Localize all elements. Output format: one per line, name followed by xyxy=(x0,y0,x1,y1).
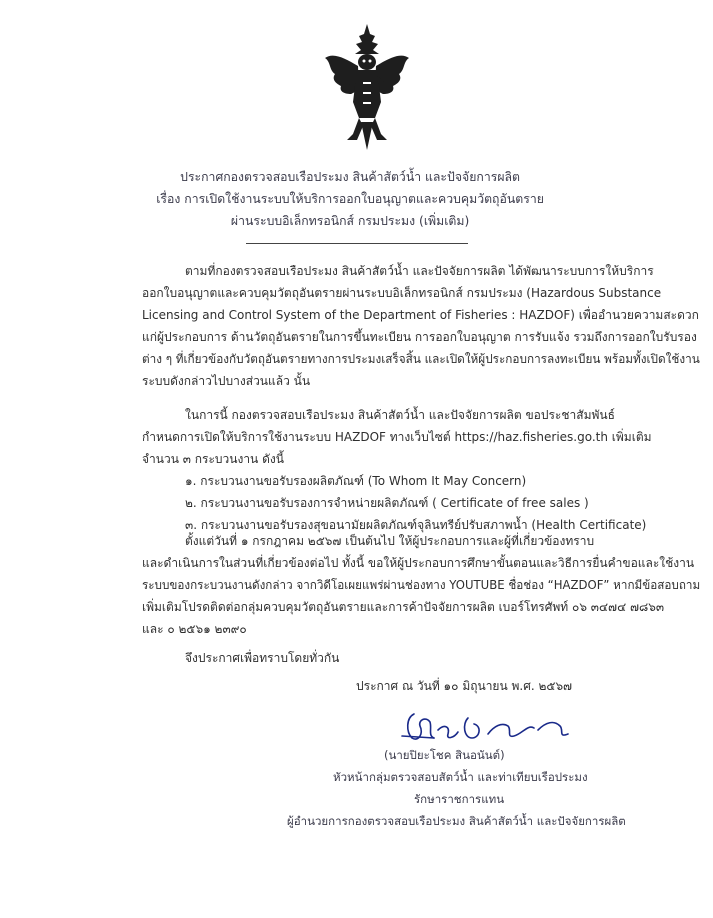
acting-note: รักษาราชการแทน xyxy=(414,792,505,806)
para1-line: ต่าง ๆ ที่เกี่ยวข้องกับวัตถุอันตรายทางการประมงเสร็จสิ้น และเปิดให้ผู้ประกอบการลงทะเบียน พร้อมทั้งเปิดใช้งาน xyxy=(142,352,700,366)
list-item: ๓. กระบวนงานขอรับรองสุขอนามัยผลิตภัณฑ์จุลินทรีย์ปรับสภาพน้ำ (Health Certificate) xyxy=(185,518,647,532)
para3-line: และ ๐ ๒๕๖๑ ๒๓๙๐ xyxy=(142,622,247,636)
para1-line: ออกใบอนุญาตและควบคุมวัตถุอันตรายผ่านระบบอิเล็กทรอนิกส์ กรมประมง (Hazardous Substance xyxy=(142,286,662,300)
title-divider xyxy=(246,243,468,244)
subject-line: เรื่อง การเปิดใช้งานระบบให้บริการออกใบอนุญาตและควบคุมวัตถุอันตราย xyxy=(156,191,544,206)
para2-line: กำหนดการเปิดให้บริการใช้งานระบบ HAZDOF ทางเว็บไซต์ https://haz.fisheries.go.th เพิ่มเติม xyxy=(142,430,652,444)
acting-position: ผู้อำนวยการกองตรวจสอบเรือประมง สินค้าสัตว์น้ำ และปัจจัยการผลิต xyxy=(287,814,626,828)
para1-line: ระบบดังกล่าวไปบางส่วนแล้ว นั้น xyxy=(142,374,311,388)
garuda-emblem-icon xyxy=(323,22,411,152)
signatory-name: (นายปิยะโชค สินอนันต์) xyxy=(384,748,505,762)
para3-line: และดำเนินการในส่วนที่เกี่ยวข้องต่อไป ทั้งนี้ ขอให้ผู้ประกอบการศึกษาขั้นตอนและวิธีการยื่นคำขอและใช้งาน xyxy=(142,556,695,570)
closing-text: จึงประกาศเพื่อทราบโดยทั่วกัน xyxy=(185,651,340,665)
list-item: ๑. กระบวนงานขอรับรองผลิตภัณฑ์ (To Whom It May Concern) xyxy=(185,474,527,488)
para1-line: ตามที่กองตรวจสอบเรือประมง สินค้าสัตว์น้ำ และปัจจัยการผลิต ได้พัฒนาระบบการให้บริการ xyxy=(185,264,654,278)
signatory-position: หัวหน้ากลุ่มตรวจสอบสัตว์น้ำ และท่าเทียบเรือประมง xyxy=(333,770,588,784)
para1-line: Licensing and Control System of the Department of Fisheries : HAZDOF) เพื่ออำนวยความสะดวก xyxy=(142,308,699,322)
announcement-title: ประกาศกองตรวจสอบเรือประมง สินค้าสัตว์น้ำ และปัจจัยการผลิต xyxy=(180,169,521,184)
subject-continuation: ผ่านระบบอิเล็กทรอนิกส์ กรมประมง (เพิ่มเติม) xyxy=(230,213,470,228)
announcement-date: ประกาศ ณ วันที่ ๑๐ มิถุนายน พ.ศ. ๒๕๖๗ xyxy=(356,679,573,693)
para3-line: ระบบของกระบวนงานดังกล่าว จากวิดีโอเผยแพร่ผ่านช่องทาง YOUTUBE ชื่อช่อง “HAZDOF” หากมีข้อสอบถาม xyxy=(142,578,701,592)
list-item: ๒. กระบวนงานขอรับรองการจำหน่ายผลิตภัณฑ์ ( Certificate of free sales ) xyxy=(185,496,589,510)
para1-line: แก่ผู้ประกอบการ ด้านวัตถุอันตรายในการขึ้นทะเบียน การออกใบอนุญาต การรับแจ้ง รวมถึงการออกใบรับรอง xyxy=(142,330,697,344)
para2-line: ในการนี้ กองตรวจสอบเรือประมง สินค้าสัตว์น้ำ และปัจจัยการผลิต ขอประชาสัมพันธ์ xyxy=(185,408,615,422)
para3-line: ตั้งแต่วันที่ ๑ กรกฎาคม ๒๕๖๗ เป็นต้นไป ให้ผู้ประกอบการและผู้ที่เกี่ยวข้องทราบ xyxy=(185,534,595,548)
handwritten-signature xyxy=(398,708,576,746)
para2-line: จำนวน ๓ กระบวนงาน ดังนี้ xyxy=(142,452,284,466)
para3-line: เพิ่มเติมโปรดติดต่อกลุ่มควบคุมวัตถุอันตรายและการค้าปัจจัยการผลิต เบอร์โทรศัพท์ ๐๖ ๓๔๗๔ ๗๘๖๓ xyxy=(142,600,665,614)
